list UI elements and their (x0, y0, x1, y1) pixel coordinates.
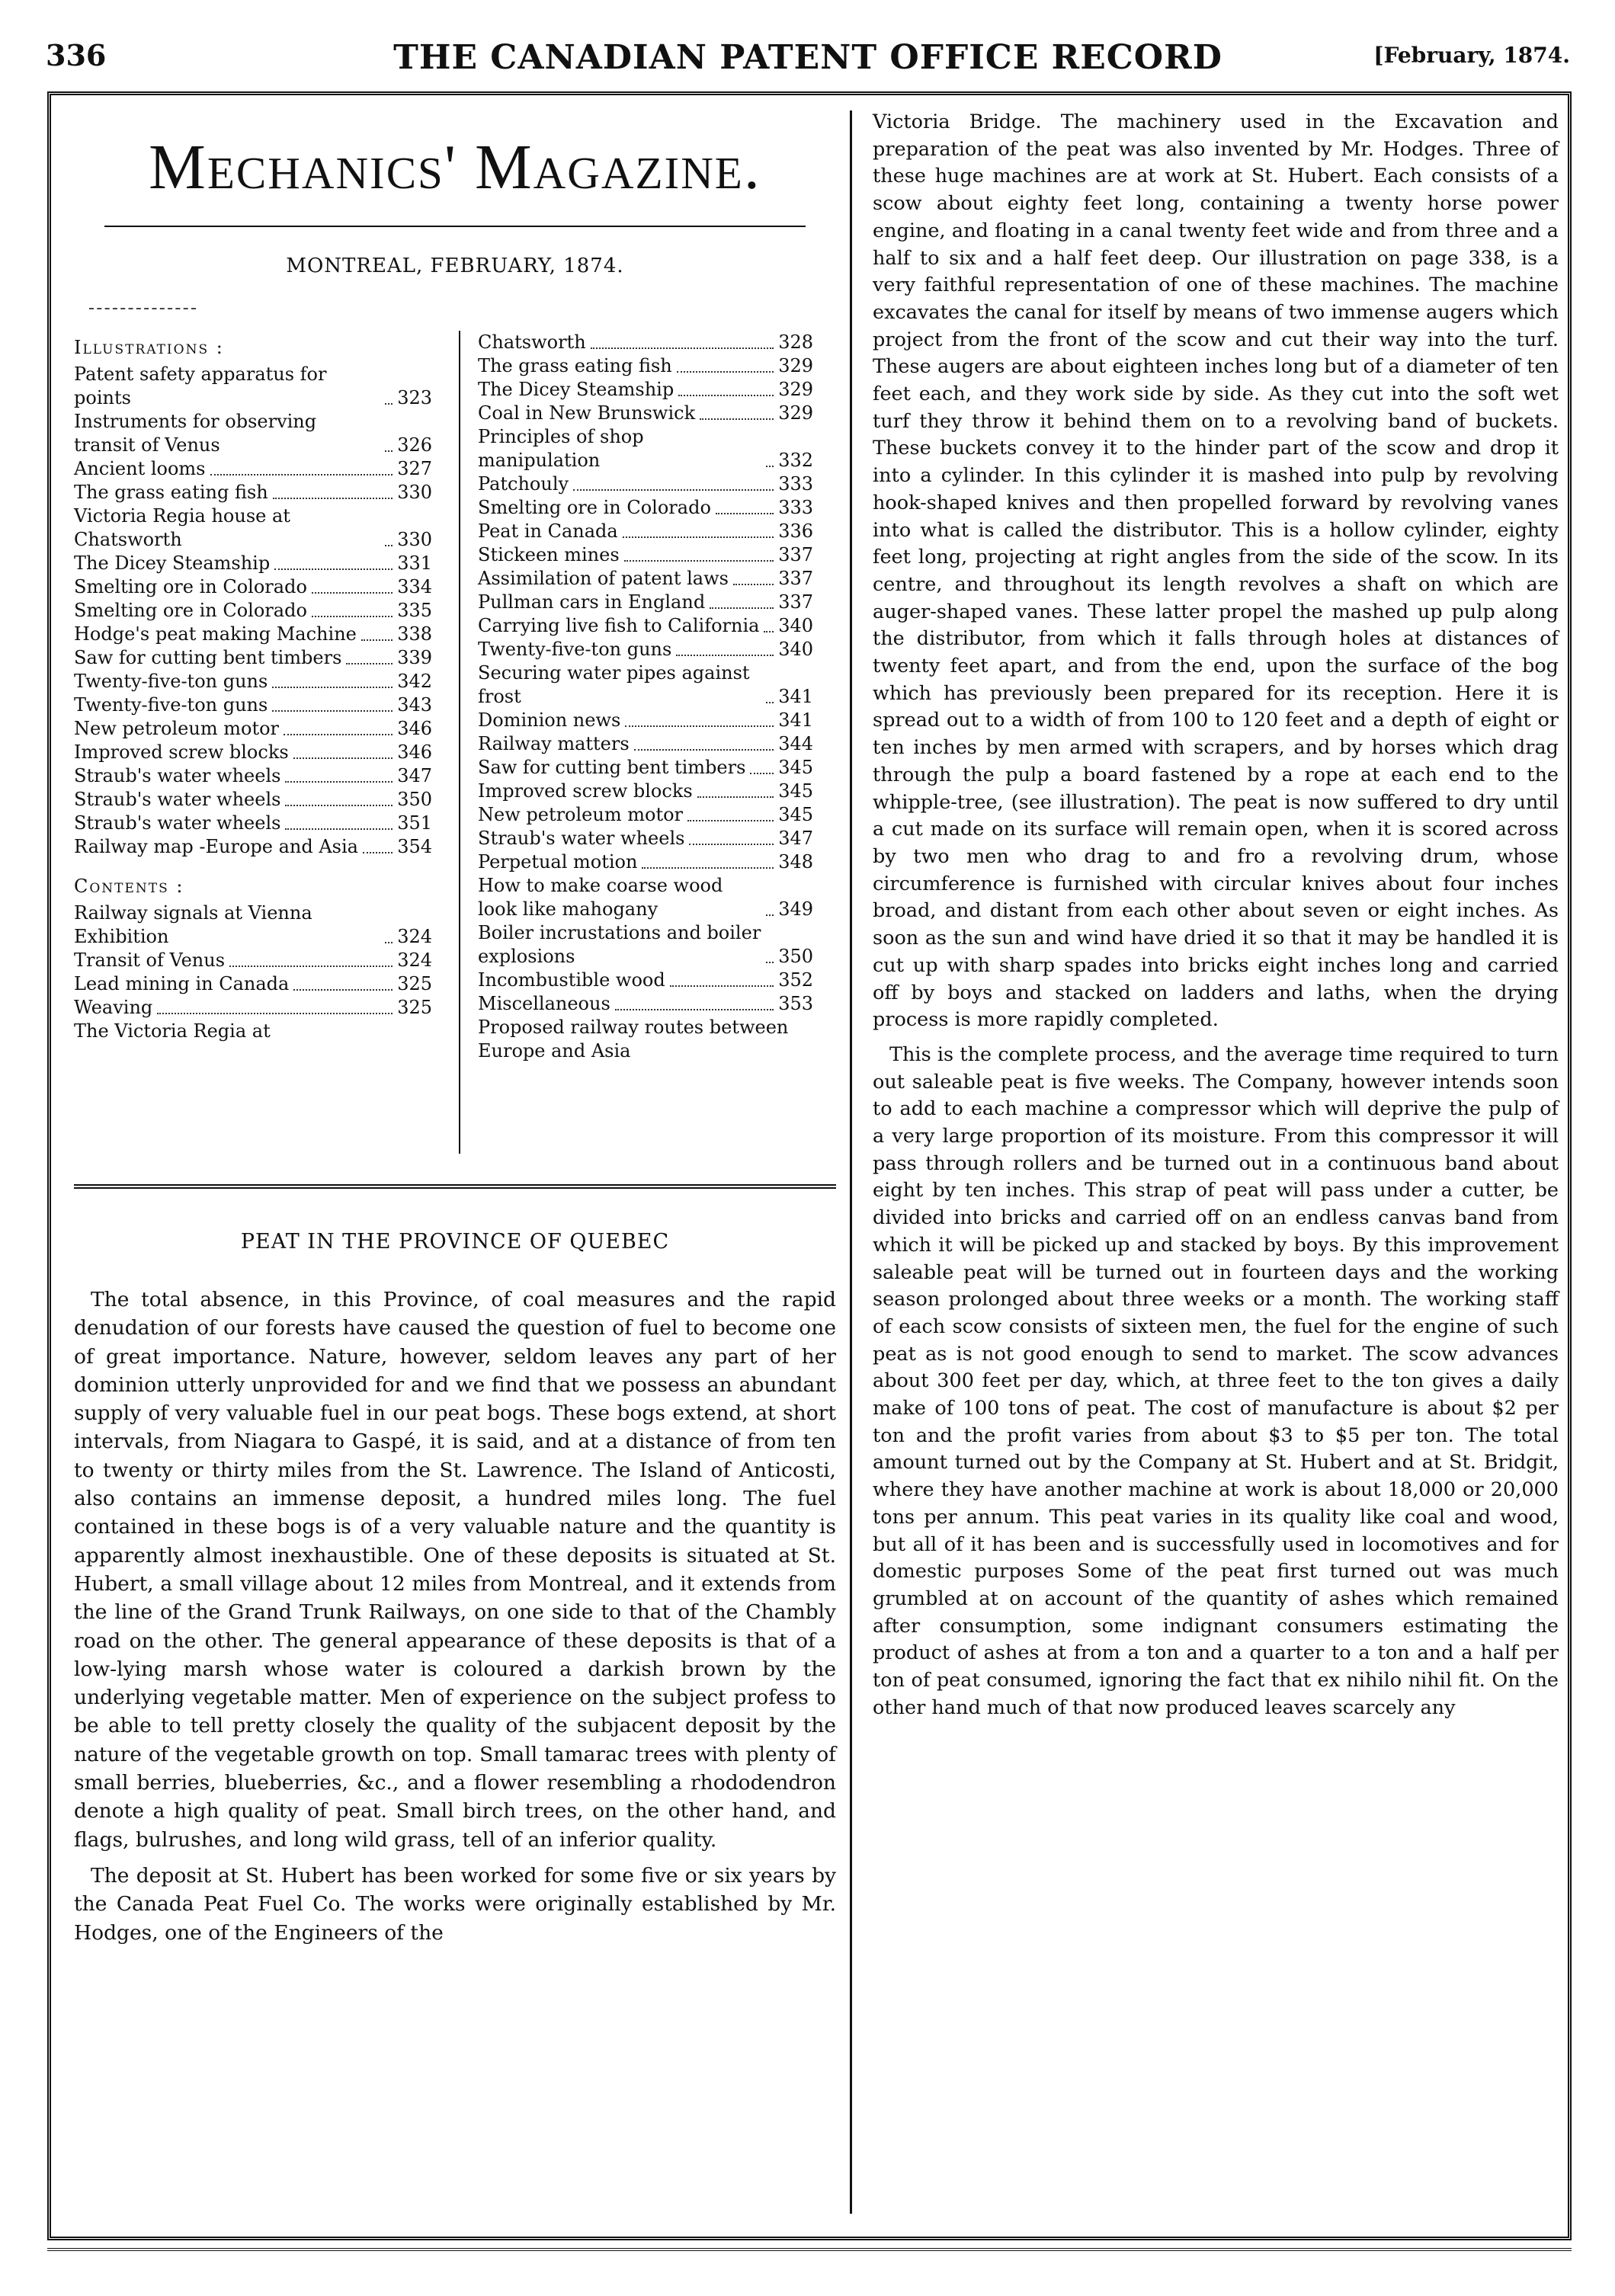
toc-entry (74, 788, 432, 812)
toc-entry-page: 337 (778, 591, 813, 613)
toc-entry (478, 591, 813, 614)
toc-entry (74, 457, 432, 481)
toc-entry (74, 623, 432, 646)
toc-entry-title: Railway signals at Vienna Exhibition (74, 902, 312, 947)
toc-leader-dots (385, 403, 393, 405)
section-rule (74, 1184, 836, 1189)
toc-entry-page: 339 (397, 647, 432, 668)
toc-entry-title: Perpetual motion (478, 851, 638, 873)
toc-entry-page: 341 (778, 709, 813, 731)
toc-entry-title: The Dicey Steamship (74, 552, 271, 574)
toc-leader-dots (697, 796, 774, 798)
toc-entry-page: 329 (778, 379, 813, 400)
toc-entry-title: Smelting ore in Colorado (478, 497, 711, 518)
toc-leader-dots (385, 942, 393, 943)
toc-entry-page: 340 (778, 615, 813, 636)
toc-entry (478, 827, 813, 850)
toc-entry (478, 803, 813, 827)
toc-entry (478, 992, 813, 1016)
toc-leader-dots (285, 781, 393, 783)
toc-leader-dots (293, 757, 393, 759)
toc-entry-title: Weaving (74, 997, 153, 1018)
contents-heading: Contents : (74, 876, 184, 897)
masthead-rule (104, 226, 806, 227)
toc-entry-title: The Victoria Regia at (74, 1020, 271, 1042)
toc-entry-page: 345 (778, 757, 813, 778)
toc-entry-title: Patent safety apparatus for points (74, 363, 327, 408)
toc-entry-title: Coal in New Brunswick (478, 402, 696, 424)
toc-leader-dots (591, 347, 774, 349)
toc-entry-title: The Dicey Steamship (478, 379, 675, 400)
toc-entry (478, 661, 813, 709)
toc-entry (74, 1020, 432, 1043)
toc-entry (478, 378, 813, 402)
bottom-rule (47, 2248, 1572, 2251)
toc-leader-dots (687, 820, 774, 821)
toc-entry-title: Carrying live fish to California (478, 615, 760, 636)
toc-leader-dots (766, 962, 774, 963)
toc-entry (478, 709, 813, 732)
toc-leader-dots (312, 592, 393, 594)
toc-leader-dots (623, 536, 774, 538)
toc-entry-title: Straub's water wheels (74, 812, 281, 834)
article-right-text (873, 109, 1559, 1721)
toc-entry (74, 996, 432, 1020)
page-number: 336 (46, 38, 107, 72)
toc-entry (74, 363, 432, 410)
toc-entry-page: 337 (778, 544, 813, 565)
contents-list-right (478, 331, 813, 1063)
toc-entry (478, 921, 813, 969)
toc-entry-title: Hodge's peat making Machine (74, 623, 357, 645)
toc-entry-page: 354 (397, 836, 432, 857)
toc-entry-title: Patchouly (478, 473, 569, 495)
toc-entry (478, 614, 813, 638)
toc-leader-dots (385, 545, 393, 546)
toc-entry-title: Dominion news (478, 709, 621, 731)
toc-leader-dots (229, 965, 393, 967)
toc-entry-title: Saw for cutting bent timbers (74, 647, 342, 668)
toc-entry (74, 717, 432, 741)
toc-entry-title: Straub's water wheels (74, 789, 281, 810)
toc-entry-title: Straub's water wheels (478, 828, 685, 849)
toc-leader-dots (670, 985, 774, 987)
toc-leader-dots (642, 867, 774, 869)
toc-entry-page: 324 (397, 949, 432, 971)
toc-entry (478, 874, 813, 921)
left-column (74, 109, 836, 1955)
toc-divider (459, 331, 460, 1154)
toc-leader-dots (361, 639, 393, 641)
toc-leader-dots (676, 655, 774, 656)
toc-entry-page: 325 (397, 973, 432, 994)
toc-entry-page: 348 (778, 851, 813, 873)
toc-entry-title: Railway map -Europe and Asia (74, 836, 358, 857)
toc-entry-page: 353 (778, 993, 813, 1014)
toc-entry-title: Chatsworth (478, 331, 586, 353)
toc-leader-dots (385, 450, 393, 452)
illustrations-list (74, 363, 432, 859)
toc-entry (478, 496, 813, 520)
toc-entry-title: Lead mining in Canada (74, 973, 290, 994)
issue-date: [February, 1874. (1373, 43, 1570, 68)
toc-entry-page: 328 (778, 331, 813, 353)
toc-right-column (478, 331, 813, 1063)
toc-entry-page: 342 (397, 671, 432, 692)
toc-entry (74, 741, 432, 764)
toc-left-column (74, 331, 432, 1043)
toc-entry-page: 343 (397, 694, 432, 716)
toc-entry-title: Straub's water wheels (74, 765, 281, 786)
article-paragraph: The total absence, in this Province, of coal measures and the rapid denudation of our forests have caused the question of fuel to become one of great importance. Nature, however, seldom leaves any part of her dominion utterly unprovided for and we find that we possess an abundant supply of very valuable fuel in our peat bogs. These bogs extend, at short intervals, from Niagara to Gaspé, it is said, and at a distance of from ten to twenty or thirty miles from the St. Lawrence. The Island of Anticosti, also contains an immense deposit, a hundred miles long. The fuel contained in these bogs is of a very valuable nature and the quantity is apparently almost inexhaustible. One of these deposits is situated at St. Hubert, a small village about 12 miles from Montreal, and it extends from the line of the Grand Trunk Railways, on one side to that of the Chambly road on the other. The general appearance of these deposits is that of a low-lying marsh whose water is coloured a darkish brown by the underlying vegetable matter. Men of experience on the subject profess to be able to tell pretty closely the quality of the subjacent deposit by the nature of the vegetable growth on top. Small tamarac trees with plenty of small berries, blueberries, &c., and a flower resembling a rhododendron denote a high quality of peat. Small birch trees, on the other hand, and flags, bulrushes, and long wild grass, tell of an inferior quality. (74, 1288, 836, 1852)
toc-entry (478, 331, 813, 354)
toc-entry (74, 812, 432, 835)
toc-entry (478, 425, 813, 472)
toc-entry-page: 345 (778, 780, 813, 802)
toc-leader-dots (689, 844, 774, 845)
toc-leader-dots (615, 1009, 774, 1010)
toc-entry-page: 330 (397, 529, 432, 550)
toc-entry-page: 325 (397, 997, 432, 1018)
toc-entry-title: Principles of shop manipulation (478, 426, 644, 471)
short-rule (89, 308, 196, 309)
toc-entry-title: Stickeen mines (478, 544, 620, 565)
toc-leader-dots (624, 560, 774, 562)
toc-leader-dots (677, 371, 774, 373)
toc-leader-dots (766, 914, 774, 916)
toc-entry (478, 543, 813, 567)
toc-entry-title: Proposed railway routes between Europe and Asia (478, 1017, 789, 1062)
toc-entry-title: Securing water pipes against frost (478, 662, 750, 707)
toc-entry-page: 323 (397, 387, 432, 408)
toc-entry-title: Instruments for observing transit of Venus (74, 411, 317, 456)
contents-list-left (74, 901, 432, 1043)
article-left-text (74, 1286, 836, 1947)
toc-entry-page: 347 (397, 765, 432, 786)
toc-entry-title: Pullman cars in England (478, 591, 706, 613)
masthead-title: Mechanics' Magazine. (149, 132, 761, 203)
toc-entry-title: Transit of Venus (74, 949, 226, 971)
toc-entry (74, 949, 432, 972)
toc-entry (478, 402, 813, 425)
toc-entry-page: 340 (778, 639, 813, 660)
page-frame (47, 91, 1572, 2240)
toc-leader-dots (766, 702, 774, 703)
toc-entry-title: Victoria Regia house at Chatsworth (74, 505, 290, 550)
toc-leader-dots (700, 418, 774, 420)
toc-leader-dots (157, 1013, 393, 1014)
toc-entry (478, 969, 813, 992)
toc-entry (74, 552, 432, 575)
toc-leader-dots (710, 607, 774, 609)
toc-entry-page: 346 (397, 718, 432, 739)
right-column (873, 109, 1559, 1729)
toc-entry-page: 352 (778, 969, 813, 991)
toc-leader-dots (766, 466, 774, 467)
toc-entry (74, 599, 432, 623)
toc-entry-page: 346 (397, 741, 432, 763)
toc-entry (478, 756, 813, 780)
toc-entry-page: 334 (397, 576, 432, 597)
toc-entry-page: 338 (397, 623, 432, 645)
toc-entry-page: 336 (778, 520, 813, 542)
toc-entry-page: 344 (778, 733, 813, 754)
toc-entry-title: Miscellaneous (478, 993, 610, 1014)
toc-entry (74, 504, 432, 552)
illustrations-heading: Illustrations : (74, 337, 224, 358)
toc-entry (478, 567, 813, 591)
article-title: PEAT IN THE PROVINCE OF QUEBEC (240, 1230, 670, 1254)
article-paragraph: This is the complete process, and the average time required to turn out saleable peat is five weeks. The Company, however intends soon to add to each machine a compressor which will deprive the pulp of a very large proportion of its moisture. From this compressor it will pass through rollers and be turned out in a continuous band about eight by ten inches. This strap of peat will pass under a cutter, be divided into bricks and carried off on an endless canvas band from which it will be picked up and stacked by boys. By this improvement saleable peat will be turned out in fourteen days and the working season prolonged about three weeks or a month. The working staff of each scow consists of sixteen men, the fuel for the engine of such peat as is not good enough to send to market. The scow advances about 300 feet per day, which, at three feet to the ton gives a daily make of 100 tons of peat. The cost of manufacture is about $2 per ton and the profit varies from about $3 to $5 per ton. The total amount turned out by the Company at St. Hubert and at St. Bridgit, where they have another machine at work is about 18,000 or 20,000 tons per annum. This peat varies in its quality like coal and wood, but all of it has been and is successfully used in locomotives and for domestic purposes Some of the peat first turned out was much grumbled at on account of the quantity of ashes which remained after consumption, some indignant consumers estimating the product of ashes at from a ton and a quarter to a ton and a half per ton of peat consumed, ignoring the fact that ex nihilo nihil fit. On the other hand much of that now produced leaves scarcely any (873, 1042, 1559, 1719)
toc-leader-dots (733, 584, 774, 585)
toc-entry-page: 332 (778, 450, 813, 471)
toc-entry (478, 732, 813, 756)
toc-entry-page: 329 (778, 402, 813, 424)
toc-entry-page: 327 (397, 458, 432, 479)
toc-entry (74, 670, 432, 693)
toc-leader-dots (293, 989, 393, 991)
toc-entry-page: 349 (778, 898, 813, 920)
toc-entry-title: Twenty-five-ton guns (478, 639, 672, 660)
toc-leader-dots (573, 489, 774, 491)
toc-entry-page: 350 (778, 946, 813, 967)
toc-entry-title: Saw for cutting bent timbers (478, 757, 746, 778)
toc-entry-page: 341 (778, 686, 813, 707)
article-paragraph: Victoria Bridge. The machinery used in the Excavation and preparation of the peat was also invented by Mr. Hodges. Three of these huge machines are at work at St. Hubert. Each consists of a scow about eighty feet long, containing a twenty horse power engine, and floating in a canal twenty feet wide and from three and a half to six and a half feet deep. Our illustration on page 338, is a very faithful representation of one of these machines. The machine excavates the canal for itself by means of two immense augers which project from the front of the scow and cut their way into the turf. These augers are about eighteen inches long but of a diameter of ten feet each, and they work side by side. As they cut into the soft wet turf they throw it behind them on to a revolving band of buckets. These buckets convey it to the hinder part of the scow and drop it into a cylinder. In this cylinder it is mashed into pulp by revolving hook-shaped knives and then propelled forward by revolving vanes into what is called the distributor. This is a hollow cylinder, eighty feet long, projecting at right angles from the side of the scow. In its centre, and throughout its length revolves a shaft on which are auger-shaped vanes. These latter propel the mashed up pulp along the distributor, from which it falls through holes at distances of twenty feet apart, and from the end, upon the surface of the bog which has previously been prepared for its reception. Here it is spread out to a width of from 100 to 120 feet and a depth of eight or ten inches by men armed with scrapers, and by horses which drag through the pulp a board fastened by a rope at each end to the whipple-tree, (see illustration). The peat is now suffered to dry until a cut made on its surface will remain open, when it is scored across by two men who drag to and fro a revolving drum, whose circumference is furnished with circular knives about four inches broad, and distant from each other about seven or eight inches. As soon as the sun and wind have dried it so that it may be handled it is cut up with sharp spades into bricks eight inches long and carried off by boys and stacked on ladders and laths, when the drying process is more rapidly completed. (873, 110, 1559, 1032)
toc-leader-dots (764, 631, 774, 632)
toc-entry (478, 638, 813, 661)
toc-entry-title: The grass eating fish (74, 482, 268, 503)
toc-entry-title: Improved screw blocks (478, 780, 693, 802)
toc-entry-page: 335 (397, 600, 432, 621)
toc-leader-dots (312, 616, 393, 617)
article-paragraph: The deposit at St. Hubert has been worked for some five or six years by the Canada Peat Fuel Co. The works were originally established by Mr. Hodges, one of the Engineers of the (74, 1863, 836, 1945)
toc-leader-dots (272, 710, 393, 712)
toc-entry (74, 693, 432, 717)
toc-entry (478, 354, 813, 378)
toc-entry-title: Ancient looms (74, 458, 206, 479)
toc-leader-dots (634, 749, 774, 751)
toc-entry-page: 347 (778, 828, 813, 849)
toc-entry-title: Boiler incrustations and boiler explosions (478, 922, 761, 967)
toc-leader-dots (284, 734, 393, 735)
toc-leader-dots (210, 474, 393, 476)
toc-leader-dots (678, 395, 774, 396)
toc-entry-title: New petroleum motor (74, 718, 280, 739)
toc-entry-title: New petroleum motor (478, 804, 684, 825)
toc-entry (74, 646, 432, 670)
toc-entry-title: How to make coarse wood look like mahogany (478, 875, 723, 920)
toc-entry-page: 337 (778, 568, 813, 589)
page-header (46, 38, 1570, 84)
toc-leader-dots (625, 725, 774, 727)
toc-leader-dots (285, 805, 393, 806)
toc-entry-title: Twenty-five-ton guns (74, 671, 268, 692)
toc-entry (74, 835, 432, 859)
toc-entry (478, 472, 813, 496)
toc-leader-dots (346, 663, 393, 664)
toc-entry (74, 972, 432, 996)
toc-entry (74, 410, 432, 457)
toc-entry (478, 520, 813, 543)
toc-leader-dots (363, 852, 393, 853)
table-of-contents (74, 331, 836, 1184)
toc-entry-title: Incombustible wood (478, 969, 665, 991)
dateline: MONTREAL, FEBRUARY, 1874. (286, 255, 624, 277)
toc-entry-page: 330 (397, 482, 432, 503)
toc-entry-page: 351 (397, 812, 432, 834)
toc-leader-dots (716, 513, 774, 514)
toc-entry-page: 324 (397, 926, 432, 947)
toc-entry-title: Peat in Canada (478, 520, 618, 542)
toc-leader-dots (285, 828, 393, 830)
toc-entry-title: Twenty-five-ton guns (74, 694, 268, 716)
toc-entry-page: 345 (778, 804, 813, 825)
column-divider (850, 110, 852, 2214)
toc-entry-title: Smelting ore in Colorado (74, 600, 307, 621)
toc-entry-page: 333 (778, 497, 813, 518)
toc-entry-page: 331 (397, 552, 432, 574)
toc-entry-title: Improved screw blocks (74, 741, 289, 763)
toc-entry (74, 575, 432, 599)
toc-entry (74, 481, 432, 504)
toc-entry (74, 901, 432, 949)
toc-entry-title: Assimilation of patent laws (478, 568, 729, 589)
journal-title: THE CANADIAN PATENT OFFICE RECORD (393, 38, 1222, 77)
toc-leader-dots (274, 568, 393, 570)
toc-leader-dots (273, 498, 393, 499)
toc-entry-page: 350 (397, 789, 432, 810)
toc-entry (478, 780, 813, 803)
toc-entry-page: 333 (778, 473, 813, 495)
toc-entry-page: 329 (778, 355, 813, 376)
toc-entry (478, 850, 813, 874)
toc-entry-title: The grass eating fish (478, 355, 672, 376)
toc-leader-dots (272, 687, 393, 688)
toc-entry (74, 764, 432, 788)
toc-entry-title: Railway matters (478, 733, 630, 754)
toc-entry-page: 326 (397, 434, 432, 456)
toc-leader-dots (750, 773, 774, 774)
toc-entry-title: Smelting ore in Colorado (74, 576, 307, 597)
toc-entry (478, 1016, 813, 1063)
